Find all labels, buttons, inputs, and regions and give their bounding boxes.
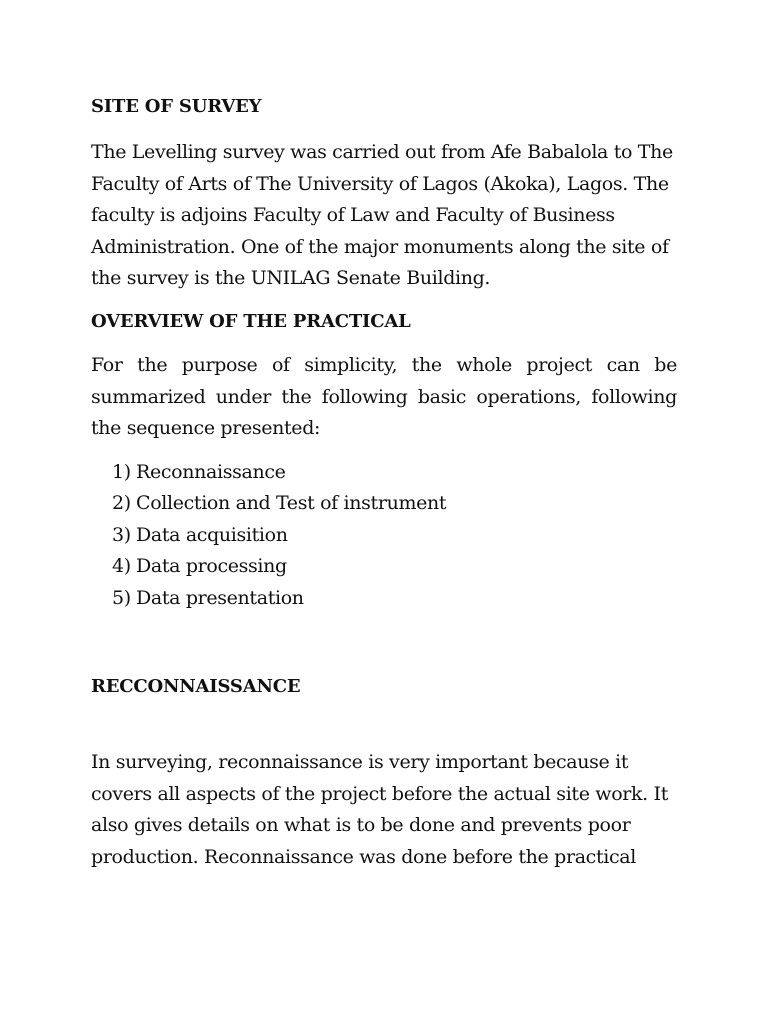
list-item (112, 488, 446, 519)
list-item-label: Data presentation (136, 586, 304, 609)
list-item-number: 2) (112, 492, 131, 515)
site-of-survey-paragraph: The Levelling survey was carried out from Afe Babalola to The Faculty of Arts of The University of Lagos (Akoka), Lagos. The faculty is adjoins Faculty of Law and Faculty of Business Administration. One of the major monuments along the site of the survey is the UNILAG Senate Building. (91, 141, 673, 289)
list-item-number: 3) (112, 523, 131, 546)
list-item-number: 5) (112, 586, 131, 609)
list-item (112, 457, 446, 488)
reconnaissance-paragraph: In surveying, reconnaissance is very important because it covers all aspects of the project before the actual site work. It also gives details on what is to be done and prevents poor production. Reconnaissance was done before the practical (91, 751, 669, 868)
list-item-number: 1) (112, 461, 131, 483)
list-item (112, 551, 446, 582)
list-item-label: Data acquisition (136, 523, 288, 546)
overview-paragraph: For the purpose of simplicity, the whole project can be summarized under the following basic operations, following the sequence presented: (91, 354, 677, 439)
list-item-label: Reconnaissance (136, 461, 286, 483)
list-item-label: Data processing (136, 555, 287, 578)
list-item (112, 583, 446, 614)
overview-heading: OVERVIEW OF THE PRACTICAL (91, 311, 411, 332)
operations-list (112, 457, 446, 614)
list-item-label: Collection and Test of instrument (136, 492, 447, 515)
site-of-survey-heading: SITE OF SURVEY (91, 96, 262, 117)
list-item-number: 4) (112, 555, 131, 578)
list-item (112, 520, 446, 551)
reconnaissance-heading: RECCONNAISSANCE (91, 676, 301, 697)
